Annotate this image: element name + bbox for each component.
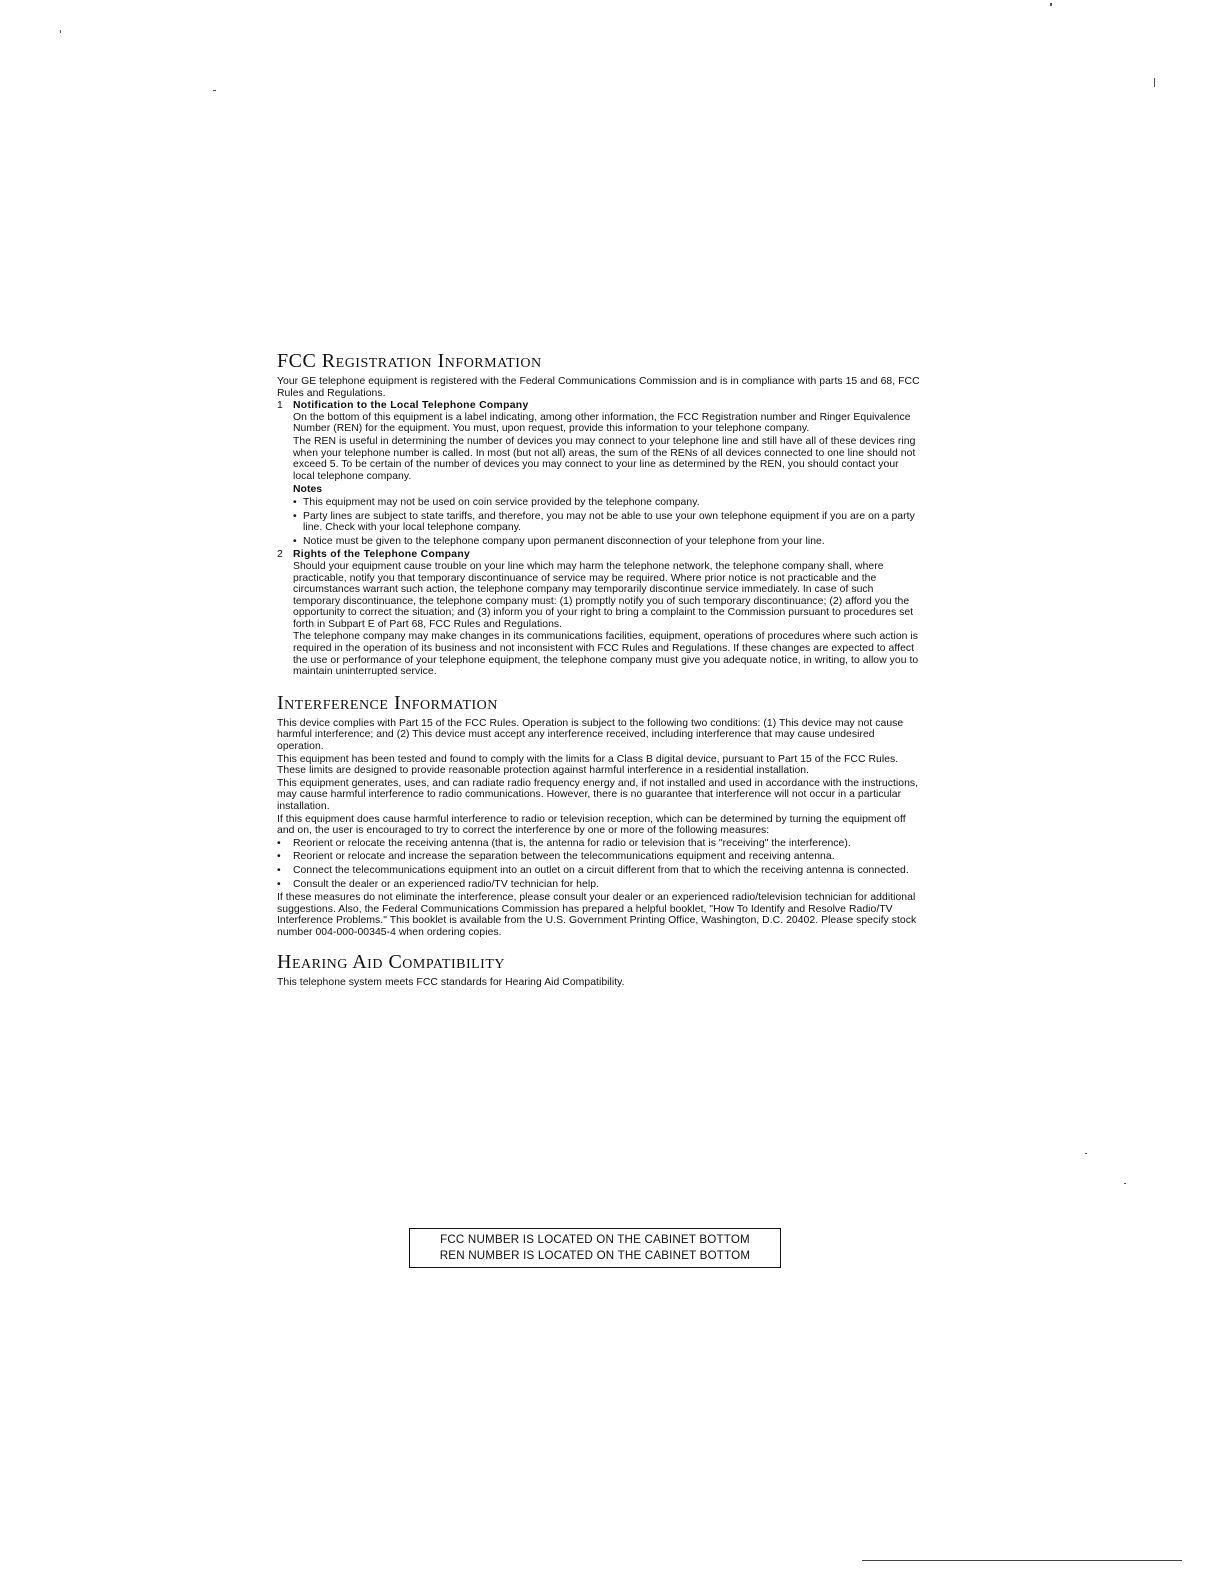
document-page bbox=[277, 350, 922, 989]
notification-heading: Notification to the Local Telephone Company bbox=[293, 400, 529, 412]
note-item: • Party lines are subject to state tariffs, and therefore, you may not be able to use your own telephone equipment if you are on a party line. Check with your local telephone company. bbox=[293, 511, 922, 534]
interference-paragraph: If this equipment does cause harmful interference to radio or television reception, which can be determined by turning the equipment off and on, the user is encouraged to try to correct the interference by one or more of the following measures: bbox=[277, 813, 906, 837]
fcc-number-line: FCC NUMBER IS LOCATED ON THE CABINET BOTTOM bbox=[440, 1233, 750, 1246]
measure-item: • Reorient or relocate the receiving antenna (that is, the antenna for radio or television that is "receiving" the interference). bbox=[277, 838, 922, 850]
scan-speck bbox=[1124, 1183, 1126, 1184]
rights-paragraph: Should your equipment cause trouble on your line which may harm the telephone network, the telephone company shall, where practicable, notify you that temporary discontinuance of service may be required. Where prior notice is not practicable and the circumstances warrant such action, the telephone company may temporarily discontinue service immediately. In case of such temporary discontinuance, the telephone company must: (1) promptly notify you of such temporary discontinuance; (2) afford you the opportunity to correct the situation; and (3) inform you of your right to bring a complaint to the Commission pursuant to procedures set forth in Subpart E of Part 68, FCC Rules and Regulations. bbox=[293, 560, 914, 630]
note-item: • Notice must be given to the telephone company upon permanent disconnection of your telephone from your line. bbox=[293, 536, 922, 548]
scan-speck bbox=[213, 90, 216, 91]
fcc-label-box bbox=[409, 1228, 781, 1268]
scan-speck bbox=[1085, 1153, 1087, 1154]
item-number: 1 bbox=[277, 400, 283, 412]
measure-item: • Connect the telecommunications equipment into an outlet on a circuit different from that to which the receiving antenna is connected. bbox=[277, 865, 922, 877]
ren-paragraph: The REN is useful in determining the number of devices you may connect to your telephone line and still have all of these devices ring when your telephone number is called. In most (but not all) areas, the sum of the RENs of all devices connected to one line should not exceed 5. To be certain of the number of devices you may connect to your line as determined by the REN, you should contact your local telephone company. bbox=[293, 435, 916, 482]
measure-item: • Consult the dealer or an experienced radio/TV technician for help. bbox=[277, 879, 922, 891]
fcc-registration-title: FCC Registration Information bbox=[277, 350, 542, 372]
ren-number-line: REN NUMBER IS LOCATED ON THE CABINET BOTTOM bbox=[439, 1249, 751, 1262]
interference-paragraph: This equipment generates, uses, and can radiate radio frequency energy and, if not installed and used in accordance with the instructions, may cause harmful interference to radio communications. However, there is no guarantee that interference will not occur in a particular installation. bbox=[277, 777, 919, 812]
notification-paragraph: On the bottom of this equipment is a label indicating, among other information, the FCC Registration number and Ringer Equivalence Number (REN) for the equipment. You must, upon request, provide this information to your telephone company. bbox=[293, 411, 911, 435]
hearing-aid-text: This telephone system meets FCC standards for Hearing Aid Compatibility. bbox=[277, 976, 625, 988]
rights-heading: Rights of the Telephone Company bbox=[293, 549, 471, 561]
scan-speck bbox=[1050, 3, 1052, 6]
scan-speck bbox=[1154, 78, 1155, 87]
note-item: • This equipment may not be used on coin service provided by the telephone company. bbox=[293, 497, 922, 509]
interference-title: Interference Information bbox=[277, 691, 498, 714]
fcc-registration-intro: Your GE telephone equipment is registered with the Federal Communications Commission and is in compliance with parts 15 and 68, FCC Rules and Regulations. bbox=[277, 376, 920, 399]
changes-paragraph: The telephone company may make changes in its communications facilities, equipment, operations of procedures where such action is required in the operation of its business and not inconsistent with FCC Rules and Regulations. If these changes are expected to affect the use or performance of your telephone equipment, the telephone company must give you adequate notice, in writing, to allow you to maintain uninterrupted service. bbox=[293, 631, 919, 678]
item-number: 2 bbox=[277, 549, 283, 561]
scan-speck bbox=[60, 30, 61, 33]
measure-item: • Reorient or relocate and increase the separation between the telecommunications equipment and receiving antenna. bbox=[277, 851, 922, 863]
hearing-aid-title: Hearing Aid Compatibility bbox=[277, 950, 505, 973]
notes-list bbox=[293, 497, 922, 547]
scan-edge-line bbox=[862, 1560, 1182, 1561]
interference-paragraph: This equipment has been tested and found to comply with the limits for a Class B digital device, pursuant to Part 15 of the FCC Rules. These limits are designed to provide reasonable protection against harmful interference in a residential installation. bbox=[277, 753, 899, 777]
interference-paragraph: If these measures do not eliminate the interference, please consult your dealer or an experienced radio/television technician for additional suggestions. Also, the Federal Communications Commission has prepared a helpful booklet, "How To Identify and Resolve Radio/TV Interference Problems." This booklet is available from the U.S. Government Printing Office, Washington, D.C. 20402. Please specify stock number 004-000-00345-4 when ordering copies. bbox=[277, 892, 917, 938]
measures-list bbox=[277, 838, 922, 890]
notification-section bbox=[277, 400, 922, 547]
interference-paragraph: This device complies with Part 15 of the FCC Rules. Operation is subject to the following two conditions: (1) This device may not cause harmful interference; and (2) This device must accept any interference received, including interference that may cause undesired operation. bbox=[277, 717, 904, 753]
rights-section bbox=[277, 549, 922, 678]
notes-heading: Notes bbox=[293, 484, 323, 496]
